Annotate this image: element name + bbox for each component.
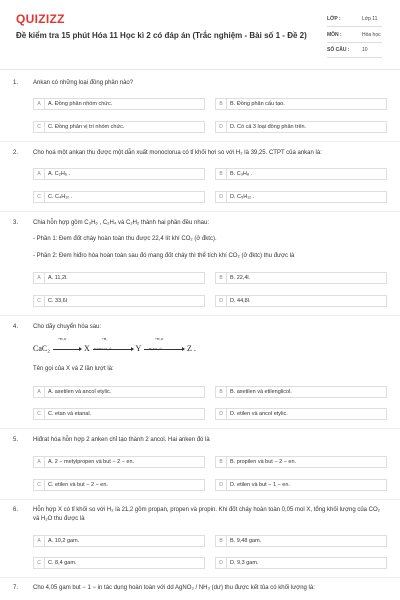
answer-option-a[interactable]	[33, 456, 205, 468]
answer-option-c[interactable]	[33, 557, 205, 569]
header-divider	[0, 69, 400, 70]
question-number: 4.	[13, 324, 19, 330]
option-letter: A	[34, 457, 45, 467]
question-divider	[0, 577, 400, 578]
answer-option-a[interactable]	[33, 535, 205, 547]
question-subtext: - Phần 1: Đem đốt cháy hoàn toàn thu được 22,4 lít khí CO₂ (ở đktc).	[33, 236, 217, 242]
option-text: D. etilen và but − 1 − en.	[230, 482, 290, 488]
answer-option-b[interactable]	[215, 98, 387, 110]
option-text: D. C₅H₁₂ .	[230, 194, 255, 200]
option-text: A. C₂H₆ .	[48, 171, 71, 177]
formula-y: Y	[135, 344, 141, 353]
option-letter: C	[34, 558, 45, 568]
formula-x: X	[84, 344, 90, 353]
option-text: D. Có cả 3 loại đồng phân trên.	[230, 124, 307, 130]
question-subtext: - Phần 2: Đem hiđro hóa hoàn toàn sau đó mang đốt cháy thì thể tích khí CO₂ (ở đktc) thu được là	[33, 253, 295, 259]
question-text: Cho hoá một ankan thu được một dẫn xuất monoclorua có tỉ khối hơi so với H₂ là 39,25. CTPT của ankan là:	[33, 150, 322, 156]
option-text: B. 9,48 gam.	[230, 538, 262, 544]
question-text: Ankan có những loại đồng phân nào?	[33, 80, 134, 86]
option-text: B. Đồng phân cấu tạo.	[230, 101, 285, 107]
option-letter: C	[34, 192, 45, 202]
question-number: 1.	[13, 80, 19, 86]
option-letter: D	[216, 192, 227, 202]
answer-option-a[interactable]	[33, 168, 205, 180]
answer-option-c[interactable]	[33, 479, 205, 491]
answer-option-a[interactable]	[33, 272, 205, 284]
option-letter: C	[34, 409, 45, 419]
question-number: 2.	[13, 150, 19, 156]
answer-option-c[interactable]	[33, 295, 205, 307]
option-text: D. etilen và ancol etylic.	[230, 411, 288, 417]
meta-divider	[327, 42, 382, 43]
option-text: A. 11,2l.	[48, 275, 68, 281]
option-text: B. propilen và but − 2 − en.	[230, 459, 297, 465]
option-text: C. etan và etanal.	[48, 411, 92, 417]
formula-start: CaC₂	[33, 344, 51, 353]
question-subtext: Tên gọi của X và Z lần lượt là:	[33, 366, 114, 372]
answer-option-d[interactable]	[215, 408, 387, 420]
option-letter: A	[34, 169, 45, 179]
question-text: Cho dãy chuyển hóa sau:	[33, 324, 102, 330]
option-letter: C	[34, 296, 45, 306]
question-divider	[0, 315, 400, 316]
option-text: D. 44,8l.	[230, 298, 251, 304]
question-text: Hiđrat hóa hỗn hợp 2 anken chỉ tạo thành 2 ancol. Hai anken đó là	[33, 437, 210, 443]
answer-option-c[interactable]	[33, 408, 205, 420]
option-text: C. C₄H₁₀ .	[48, 194, 73, 200]
option-text: B. axetilen và etilenglicol.	[230, 389, 292, 395]
option-text: B. C₃H₈ .	[230, 171, 253, 177]
option-letter: B	[216, 457, 227, 467]
question-number: 7.	[13, 585, 19, 591]
answer-option-b[interactable]	[215, 456, 387, 468]
option-text: A. 10,2 gam.	[48, 538, 80, 544]
option-letter: B	[216, 536, 227, 546]
subject-label: MÔN :	[327, 32, 342, 38]
answer-option-d[interactable]	[215, 121, 387, 133]
answer-option-c[interactable]	[33, 191, 205, 203]
answer-option-d[interactable]	[215, 295, 387, 307]
answer-option-b[interactable]	[215, 168, 387, 180]
page-title: Đề kiểm tra 15 phút Hóa 11 Học kì 2 có đáp án (Trắc nghiệm - Bài số 1 - Đề 2)	[16, 31, 307, 40]
question-count-value: 10	[362, 47, 368, 53]
option-letter: B	[216, 387, 227, 397]
option-letter: B	[216, 273, 227, 283]
option-text: D. 9,3 gam.	[230, 560, 259, 566]
question-text: Chia hỗn hợp gồm C₃H₆ , C₂H₄ và C₂H₂ thành hai phần đều nhau:	[33, 220, 209, 226]
option-text: C. etilen và but − 2 − en.	[48, 482, 108, 488]
option-text: A. Đồng phân nhóm chức.	[48, 101, 113, 107]
option-letter: A	[34, 387, 45, 397]
option-letter: D	[216, 296, 227, 306]
meta-divider	[327, 57, 382, 58]
option-letter: B	[216, 99, 227, 109]
option-letter: D	[216, 480, 227, 490]
answer-option-b[interactable]	[215, 535, 387, 547]
answer-option-a[interactable]	[33, 386, 205, 398]
option-letter: A	[34, 536, 45, 546]
option-text: C. Đồng phân vị trí nhóm chức.	[48, 124, 125, 130]
option-text: A. 2 − metylpropen và but − 2 − en.	[48, 459, 135, 465]
option-letter: A	[34, 99, 45, 109]
option-letter: C	[34, 480, 45, 490]
option-letter: D	[216, 558, 227, 568]
question-text: Hỗn hợp X có tỉ khối so với H₂ là 21,2 gồm propan, propen và propin. Khi đốt cháy hoàn toàn 0,05 mol X, tổng khối lượng của CO₂ và H₂O thu được là	[33, 507, 381, 522]
answer-option-d[interactable]	[215, 557, 387, 569]
worksheet-header	[0, 0, 400, 70]
question-number: 5.	[13, 437, 19, 443]
option-text: C. 33,6l	[48, 298, 67, 304]
reaction-arrow: +H₂O	[143, 344, 185, 353]
answer-option-b[interactable]	[215, 386, 387, 398]
question-divider	[0, 211, 400, 212]
answer-option-d[interactable]	[215, 191, 387, 203]
answer-option-b[interactable]	[215, 272, 387, 284]
answer-option-a[interactable]	[33, 98, 205, 110]
class-label: LỚP :	[327, 16, 341, 22]
question-divider	[0, 428, 400, 429]
meta-divider	[327, 26, 382, 27]
option-letter: D	[216, 409, 227, 419]
reaction-scheme	[33, 337, 196, 353]
reaction-arrow: +H₂O	[52, 344, 82, 353]
option-text: C. 8,4 gam.	[48, 560, 77, 566]
option-letter: B	[216, 169, 227, 179]
formula-z: Z .	[186, 344, 196, 353]
question-text: Cho 4,05 gam but − 1 − in tác dụng hoàn toàn với dd AgNO₃ / NH₃ (dư) thu được kết tủa có khối lượng là:	[33, 585, 315, 591]
option-letter: A	[34, 273, 45, 283]
question-number: 6.	[13, 507, 19, 513]
option-text: A. axetilen và ancol etylic.	[48, 389, 112, 395]
option-letter: D	[216, 122, 227, 132]
class-value: Lớp 11	[362, 16, 378, 22]
question-number: 3.	[13, 220, 19, 226]
answer-option-d[interactable]	[215, 479, 387, 491]
question-divider	[0, 141, 400, 142]
option-text: B. 22,4l.	[230, 275, 251, 281]
option-letter: C	[34, 122, 45, 132]
quizizz-logo: QUIZIZZ	[16, 12, 65, 26]
question-count-label: SỐ CÂU :	[327, 47, 350, 53]
reaction-arrow: +H₂	[92, 344, 134, 353]
subject-value: Hóa học	[362, 32, 381, 38]
question-divider	[0, 499, 400, 500]
answer-option-c[interactable]	[33, 121, 205, 133]
